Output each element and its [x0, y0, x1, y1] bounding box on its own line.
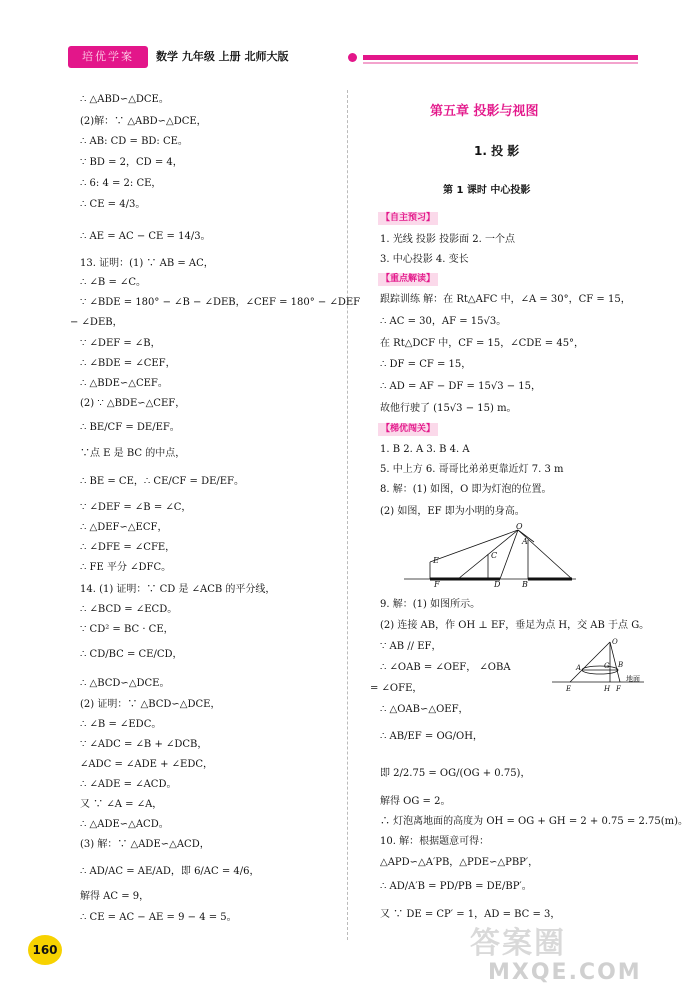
header-rule-thin	[363, 62, 638, 64]
answer-line: (3) 解：∵ △ADE∽△ACD，	[80, 839, 210, 850]
answer-line: ∴ AC = 30，AF = 15√3。	[380, 316, 507, 327]
answer-line: ∴ ∠OAB = ∠OEF， ∠OBA	[380, 662, 511, 673]
answer-line: ∵ BD = 2，CD = 4，	[80, 157, 183, 168]
answer-line: ∴ CD/BC = CE/CD，	[80, 649, 183, 660]
answer-line: (2) ∵ △BDE∽△CEF，	[80, 398, 186, 409]
fig1-label: E	[433, 556, 439, 565]
watermark-url: MXQE.COM	[488, 960, 642, 985]
answer-line: ∵ AB // EF，	[380, 641, 442, 652]
answer-line: ∴ ∠B = ∠C。	[80, 277, 147, 288]
answer-line: 14. (1) 证明：∵ CD 是 ∠ACB 的平分线，	[80, 584, 276, 595]
answer-line: ∴ AB: CD = BD: CE。	[80, 136, 188, 147]
answer-line: (2) 如图，EF 即为小明的身高。	[380, 506, 525, 517]
projection-figure-2	[548, 636, 648, 694]
answer-line: ∵ CD² = BC · CE，	[80, 624, 174, 635]
answer-line: ∴ CE = AC − AE = 9 − 4 = 5。	[80, 912, 237, 923]
answer-line: 又 ∵ ∠A = ∠A，	[80, 799, 163, 810]
projection-figure-1	[400, 522, 580, 588]
answer-line: 8. 解：(1) 如图，O 即为灯泡的位置。	[380, 484, 552, 495]
answer-line: ∠ADC = ∠ADE + ∠EDC，	[80, 759, 214, 770]
answer-line: ∴ ∠DFE = ∠CFE，	[80, 542, 176, 553]
answer-line: ∴ △DEF∽△ECF，	[80, 522, 168, 533]
watermark: 答案圈	[470, 926, 566, 961]
answer-line: 在 Rt△DCF 中，CF = 15，∠CDE = 45°，	[380, 338, 585, 349]
lesson-title: 第 1 课时 中心投影	[443, 185, 531, 196]
answer-line: 13. 证明：(1) ∵ AB = AC，	[80, 258, 214, 269]
answer-line: ∵ ∠DEF = ∠B = ∠C，	[80, 502, 192, 513]
answer-line: ∴ AB/EF = OG/OH，	[380, 731, 483, 742]
answer-line: 故他行驶了 (15√3 − 15) m。	[380, 403, 517, 414]
fig1-label: A	[522, 537, 528, 546]
answer-line: 又 ∵ DE = CP′ = 1，AD = BC = 3，	[380, 909, 561, 920]
page-header	[68, 46, 638, 68]
answer-line: ∴ 灯泡离地面的高度为 OH = OG + GH = 2 + 0.75 = 2.75(m)。	[380, 816, 688, 827]
answer-line: 9. 解：(1) 如图所示。	[380, 599, 481, 610]
answer-line: ∴ AD/A′B = PD/PB = DE/BP′。	[380, 881, 532, 892]
answer-line: ∵点 E 是 BC 的中点，	[80, 448, 186, 459]
answer-line: ∴ AD = AF − DF = 15√3 − 15，	[380, 381, 542, 392]
answer-line: ∴ △BCD∽△DCE。	[80, 678, 170, 689]
answer-line: 5. 中上方 6. 哥哥比弟弟更靠近灯 7. 3 m	[380, 464, 564, 475]
answer-line: (2) 连接 AB，作 OH ⊥ EF，垂足为点 H，交 AB 于点 G。	[380, 620, 650, 631]
answer-line: 解得 OG = 2。	[380, 796, 451, 807]
answer-line: ∴ DF = CF = 15，	[380, 359, 472, 370]
fig1-label: F	[434, 580, 440, 589]
header-dot-icon	[348, 53, 357, 62]
fig2-label: E	[566, 685, 572, 693]
fig2-label: 地面	[626, 675, 640, 683]
fig2-label: G	[604, 662, 610, 670]
fig2-label: A	[576, 664, 582, 672]
fig1-label: O	[516, 522, 523, 531]
fig2-label: H	[604, 685, 611, 693]
answer-line: ∴ △ABD∽△DCE。	[80, 94, 169, 105]
answer-line: ∴ AE = AC − CE = 14/3。	[80, 231, 211, 242]
answer-line: △APD∽△A′PB，△PDE∽△PBP′，	[380, 857, 539, 868]
answer-line: ∴ ∠ADE = ∠ACD。	[80, 779, 177, 790]
chapter-title: 第五章 投影与视图	[430, 104, 539, 119]
answer-line: = ∠OFE，	[370, 683, 423, 694]
answer-line: − ∠DEB，	[70, 317, 123, 328]
answer-line: ∴ ∠B = ∠EDC。	[80, 719, 162, 730]
answer-line: 10. 解：根据题意可得：	[380, 836, 490, 847]
series-badge: 培优学案	[68, 46, 148, 68]
answer-line: 解得 AC = 9，	[80, 891, 150, 902]
answer-line: (2)解：∵ △ABD∽△DCE，	[80, 116, 207, 127]
answer-line: ∴ △BDE∽△CEF。	[80, 378, 168, 389]
tag-key-points: 【重点解读】	[378, 273, 438, 286]
book-title: 数学 九年级 上册 北师大版	[156, 50, 289, 63]
answer-line: ∴ CE = 4/3。	[80, 199, 146, 210]
fig2-label: O	[612, 638, 618, 646]
tag-challenge: 【梯优闯关】	[378, 423, 438, 436]
answer-line: ∴ ∠BCD = ∠ECD。	[80, 604, 178, 615]
answer-line: ∴ ∠BDE = ∠CEF，	[80, 358, 176, 369]
column-divider	[347, 90, 348, 940]
answer-line: 3. 中心投影 4. 变长	[380, 254, 469, 265]
answer-line: ∴ BE/CF = DE/EF。	[80, 422, 180, 433]
answer-line: ∴ △OAB∽△OEF，	[380, 704, 469, 715]
answer-line: ∴ △ADE∽△ACD。	[80, 819, 169, 830]
answer-line: ∴ AD/AC = AE/AD，即 6/AC = 4/6，	[80, 866, 260, 877]
fig2-label: F	[616, 685, 621, 693]
answer-line: ∵ ∠DEF = ∠B，	[80, 338, 161, 349]
page-number: 160	[28, 935, 62, 965]
answer-line: ∵ ∠ADC = ∠B + ∠DCB，	[80, 739, 208, 750]
answer-line: (2) 证明：∵ △BCD∽△DCE，	[80, 699, 221, 710]
fig1-label: B	[522, 580, 528, 589]
answer-line: 跟踪训练 解：在 Rt△AFC 中，∠A = 30°，CF = 15，	[380, 294, 631, 305]
answer-line: 即 2/2.75 = OG/(OG + 0.75)，	[380, 768, 531, 779]
answer-line: 1. 光线 投影 投影面 2. 一个点	[380, 234, 515, 245]
fig2-label: B	[618, 661, 624, 669]
answer-line: ∴ 6: 4 = 2: CE，	[80, 178, 162, 189]
section-title: 1. 投 影	[474, 144, 520, 158]
fig1-label: D	[494, 580, 501, 589]
answer-line: ∵ ∠BDE = 180° − ∠B − ∠DEB，∠CEF = 180° − ∠DEF	[80, 297, 361, 308]
tag-preview: 【自主预习】	[378, 212, 438, 225]
fig1-label: C	[491, 551, 498, 560]
answer-line: ∴ BE = CE，∴ CE/CF = DE/EF。	[80, 476, 244, 487]
answer-line: ∴ FE 平分 ∠DFC。	[80, 562, 172, 573]
header-rule	[363, 55, 638, 60]
answer-line: 1. B 2. A 3. B 4. A	[380, 444, 470, 455]
